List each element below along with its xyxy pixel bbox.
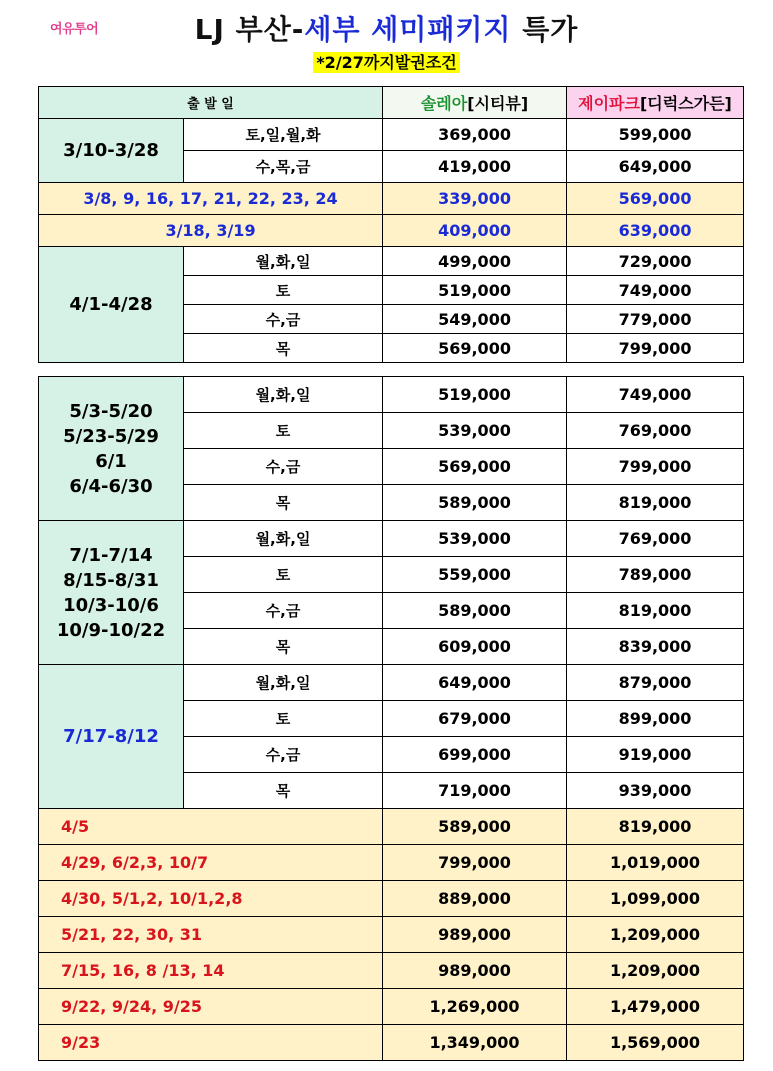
solea-price: 559,000: [383, 557, 567, 593]
solea-name: 솔레아: [420, 94, 468, 113]
solea-price: 569,000: [383, 449, 567, 485]
solea-price: 989,000: [383, 953, 567, 989]
jpark-price: 569,000: [567, 183, 744, 215]
solea-price: 649,000: [383, 665, 567, 701]
day-cell: 토: [184, 413, 383, 449]
day-cell: 목: [184, 629, 383, 665]
jpark-price: 1,479,000: [567, 989, 744, 1025]
holiday-date-label: 7/15, 16, 8 /13, 14: [39, 953, 383, 989]
holiday-date-label: 4/30, 5/1,2, 10/1,2,8: [39, 881, 383, 917]
jpark-price: 779,000: [567, 305, 744, 334]
jpark-price: 749,000: [567, 377, 744, 413]
table-row: [39, 881, 744, 917]
jpark-price: 1,209,000: [567, 953, 744, 989]
group-label: [39, 377, 184, 521]
logo: 여유투어: [50, 22, 99, 37]
day-cell: 수,금: [184, 305, 383, 334]
jpark-price: 819,000: [567, 809, 744, 845]
table-row: [39, 119, 744, 151]
table-row: [39, 215, 744, 247]
solea-price: 719,000: [383, 773, 567, 809]
table-header-row: [39, 87, 744, 119]
jpark-price: 769,000: [567, 413, 744, 449]
day-cell: 토,일,월,화: [184, 119, 383, 151]
price-table-1: [38, 86, 744, 363]
title-suffix: 특가: [511, 13, 579, 46]
table-row: [39, 183, 744, 215]
day-cell: 목: [184, 773, 383, 809]
solea-price: 589,000: [383, 485, 567, 521]
jpark-price: 819,000: [567, 485, 744, 521]
jpark-price: 1,569,000: [567, 1025, 744, 1061]
jpark-price: 729,000: [567, 247, 744, 276]
jpark-price: 819,000: [567, 593, 744, 629]
solea-price: 889,000: [383, 881, 567, 917]
jpark-price: 839,000: [567, 629, 744, 665]
group-label-line: 10/9-10/22: [56, 619, 166, 641]
table-row: [39, 521, 744, 557]
day-cell: 목: [184, 485, 383, 521]
holiday-date-label: 9/23: [39, 1025, 383, 1061]
holiday-date-label: 5/21, 22, 30, 31: [39, 917, 383, 953]
jpark-price: 1,019,000: [567, 845, 744, 881]
group-label-line: 6/1: [95, 450, 127, 472]
title-highlight: 세부 세미패키지: [304, 13, 512, 46]
jpark-price: 1,099,000: [567, 881, 744, 917]
group-label-line: 7/1-7/14: [69, 544, 153, 566]
jpark-price: 1,209,000: [567, 917, 744, 953]
table-row: [39, 247, 744, 276]
solea-price: 1,269,000: [383, 989, 567, 1025]
jpark-price: 769,000: [567, 521, 744, 557]
solea-price: 499,000: [383, 247, 567, 276]
jpark-price: 899,000: [567, 701, 744, 737]
table-row: [39, 809, 744, 845]
day-cell: 토: [184, 701, 383, 737]
solea-price: 589,000: [383, 593, 567, 629]
day-cell: 수,금: [184, 593, 383, 629]
solea-price: 539,000: [383, 521, 567, 557]
group-label: 7/17-8/12: [39, 665, 184, 809]
price-table-2: [38, 376, 744, 1061]
group-label: 4/1-4/28: [39, 247, 184, 363]
group-label-line: 5/3-5/20: [69, 400, 153, 422]
page-title: [0, 8, 773, 48]
title-prefix: LJ 부산-: [194, 13, 305, 46]
jpark-price: 639,000: [567, 215, 744, 247]
header-solea: [383, 87, 567, 119]
subtitle-text: *2/27까지발권조건: [313, 52, 459, 73]
holiday-date-label: 4/5: [39, 809, 383, 845]
day-cell: 토: [184, 276, 383, 305]
jpark-price: 599,000: [567, 119, 744, 151]
day-cell: 수,목,금: [184, 151, 383, 183]
solea-price: 549,000: [383, 305, 567, 334]
solea-price: 519,000: [383, 377, 567, 413]
solea-price: 799,000: [383, 845, 567, 881]
solea-price: 1,349,000: [383, 1025, 567, 1061]
solea-price: 989,000: [383, 917, 567, 953]
subtitle: [0, 50, 773, 73]
day-cell: 수,금: [184, 737, 383, 773]
jpark-price: 919,000: [567, 737, 744, 773]
day-cell: 월,화,일: [184, 665, 383, 701]
solea-price: 519,000: [383, 276, 567, 305]
solea-price: 609,000: [383, 629, 567, 665]
solea-room: [시티뷰]: [467, 94, 529, 113]
group-label: [39, 521, 184, 665]
day-cell: 목: [184, 334, 383, 363]
group-label-line: 5/23-5/29: [63, 425, 159, 447]
day-cell: 수,금: [184, 449, 383, 485]
solea-price: 539,000: [383, 413, 567, 449]
day-cell: 토: [184, 557, 383, 593]
group-label-line: 6/4-6/30: [69, 475, 153, 497]
jpark-name: 제이파크: [578, 94, 640, 113]
solea-price: 369,000: [383, 119, 567, 151]
table-row: [39, 845, 744, 881]
day-cell: 월,화,일: [184, 377, 383, 413]
jpark-price: 749,000: [567, 276, 744, 305]
special-date-label: 3/18, 3/19: [39, 215, 383, 247]
solea-price: 699,000: [383, 737, 567, 773]
table-row: [39, 917, 744, 953]
holiday-date-label: 4/29, 6/2,3, 10/7: [39, 845, 383, 881]
solea-price: 569,000: [383, 334, 567, 363]
solea-price: 409,000: [383, 215, 567, 247]
special-date-label: 3/8, 9, 16, 17, 21, 22, 23, 24: [39, 183, 383, 215]
solea-price: 679,000: [383, 701, 567, 737]
jpark-price: 939,000: [567, 773, 744, 809]
solea-price: 339,000: [383, 183, 567, 215]
jpark-price: 879,000: [567, 665, 744, 701]
table-row: [39, 989, 744, 1025]
holiday-date-label: 9/22, 9/24, 9/25: [39, 989, 383, 1025]
solea-price: 419,000: [383, 151, 567, 183]
header-jpark: [567, 87, 744, 119]
jpark-price: 799,000: [567, 334, 744, 363]
day-cell: 월,화,일: [184, 247, 383, 276]
group-label-line: 10/3-10/6: [63, 594, 159, 616]
table-row: [39, 665, 744, 701]
header-departure: 출 발 일: [39, 87, 383, 119]
group-label: 3/10-3/28: [39, 119, 184, 183]
jpark-room: [디럭스가든]: [639, 94, 732, 113]
jpark-price: 649,000: [567, 151, 744, 183]
solea-price: 589,000: [383, 809, 567, 845]
jpark-price: 789,000: [567, 557, 744, 593]
table-row: [39, 377, 744, 413]
day-cell: 월,화,일: [184, 521, 383, 557]
table-row: [39, 1025, 744, 1061]
jpark-price: 799,000: [567, 449, 744, 485]
table-row: [39, 953, 744, 989]
group-label-line: 8/15-8/31: [63, 569, 159, 591]
